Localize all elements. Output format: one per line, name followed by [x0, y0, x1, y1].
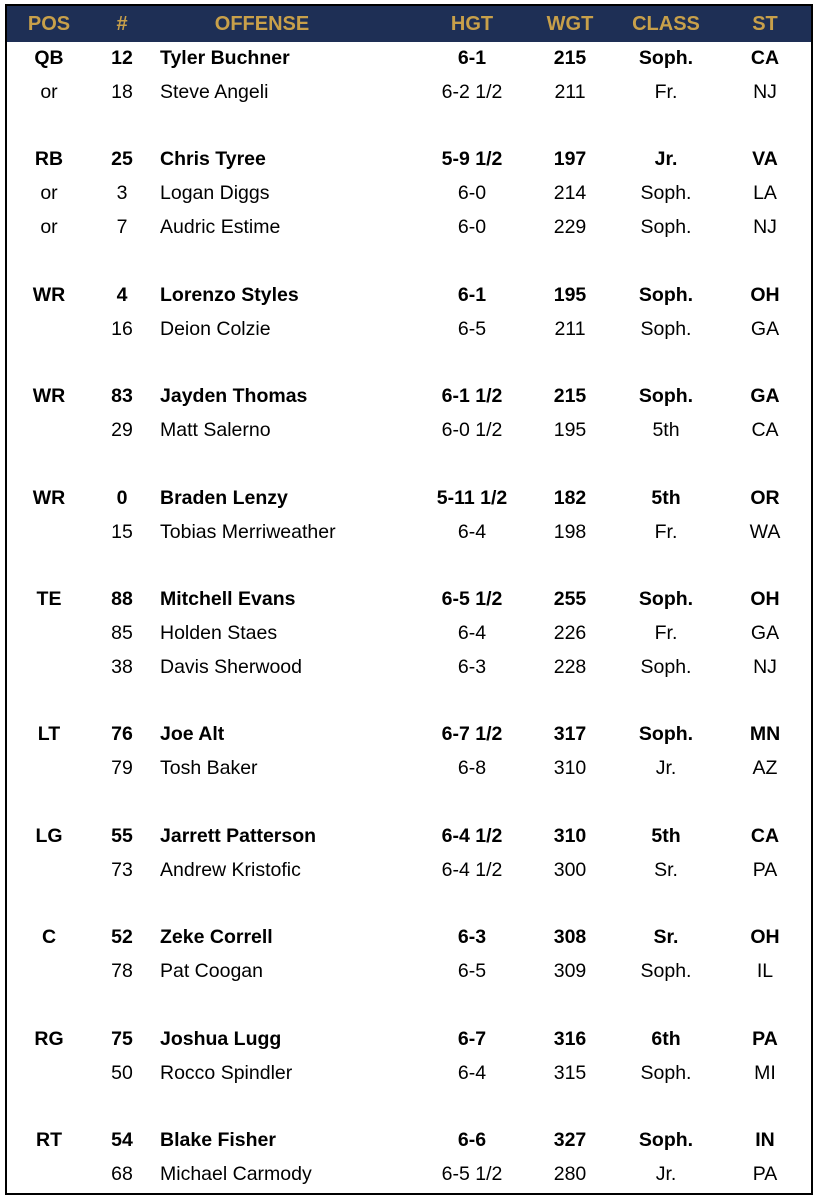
table-row — [7, 717, 811, 751]
player-height: 6-4 1/2 — [441, 859, 503, 881]
player-name: Tyler Buchner — [160, 47, 290, 69]
player-state: PA — [752, 1163, 778, 1185]
player-weight: 215 — [553, 385, 587, 407]
player-class: Soph. — [638, 723, 694, 745]
player-class: Soph. — [638, 385, 694, 407]
table-row — [7, 176, 811, 210]
player-name: Jayden Thomas — [160, 385, 308, 407]
player-number: 7 — [116, 216, 128, 238]
player-name: Lorenzo Styles — [160, 284, 299, 306]
table-row — [7, 379, 811, 413]
player-weight: 327 — [553, 1129, 587, 1151]
depth-chart-table — [5, 4, 813, 1195]
player-position — [12, 954, 86, 988]
player-class: Jr. — [655, 757, 677, 779]
header-pos: POS — [27, 13, 71, 35]
player-height: 6-1 1/2 — [441, 385, 503, 407]
player-position: TE — [36, 588, 62, 610]
player-position: RG — [34, 1028, 64, 1050]
header-weight: WGT — [546, 13, 594, 35]
player-name: Michael Carmody — [160, 1163, 312, 1185]
player-position: LG — [35, 825, 63, 847]
player-position — [12, 650, 86, 684]
player-name: Pat Coogan — [160, 960, 263, 982]
table-row — [7, 853, 811, 887]
player-position — [12, 312, 86, 346]
table-row — [7, 1123, 811, 1157]
player-number: 12 — [111, 47, 133, 69]
player-state: IN — [755, 1129, 775, 1151]
table-row — [7, 515, 811, 549]
player-position: WR — [32, 487, 66, 509]
player-number: 76 — [111, 723, 133, 745]
player-state: OR — [750, 487, 780, 509]
player-name: Mitchell Evans — [160, 588, 296, 610]
player-state: OH — [750, 284, 780, 306]
table-row — [7, 481, 811, 515]
player-number: 15 — [111, 521, 133, 543]
player-position — [12, 1056, 86, 1090]
player-class: Fr. — [654, 622, 678, 644]
player-weight: 182 — [553, 487, 587, 509]
player-number: 18 — [111, 81, 133, 103]
player-number: 79 — [111, 757, 133, 779]
table-row — [7, 41, 811, 75]
player-height: 6-8 — [457, 757, 487, 779]
player-weight: 228 — [553, 656, 587, 678]
player-state: CA — [750, 47, 780, 69]
player-height: 6-2 1/2 — [441, 81, 503, 103]
player-number: 16 — [111, 318, 133, 340]
player-state: OH — [750, 926, 780, 948]
player-height: 5-9 1/2 — [441, 148, 503, 170]
player-number: 50 — [111, 1062, 133, 1084]
player-height: 6-0 — [457, 182, 487, 204]
player-position: LT — [37, 723, 61, 745]
player-position — [12, 751, 86, 785]
player-number: 85 — [111, 622, 133, 644]
player-weight: 316 — [553, 1028, 587, 1050]
header-state: ST — [752, 13, 778, 35]
player-name: Audric Estime — [160, 216, 281, 238]
player-position: WR — [32, 385, 66, 407]
player-height: 6-4 — [457, 521, 487, 543]
player-name: Tosh Baker — [160, 757, 258, 779]
player-number: 75 — [111, 1028, 133, 1050]
player-class: 5th — [651, 825, 681, 847]
table-row — [7, 582, 811, 616]
player-name: Blake Fisher — [160, 1129, 276, 1151]
player-weight: 229 — [553, 216, 587, 238]
player-height: 6-1 — [457, 47, 487, 69]
player-name: Deion Colzie — [160, 318, 271, 340]
table-row — [7, 413, 811, 447]
player-name: Holden Staes — [160, 622, 278, 644]
player-state: VA — [752, 148, 778, 170]
player-weight: 310 — [553, 825, 587, 847]
player-class: Soph. — [640, 216, 692, 238]
player-weight: 280 — [553, 1163, 587, 1185]
player-number: 4 — [116, 284, 128, 306]
player-state: CA — [750, 825, 780, 847]
player-class: Soph. — [640, 182, 692, 204]
player-class: Sr. — [654, 859, 678, 881]
player-weight: 215 — [553, 47, 587, 69]
player-name: Matt Salerno — [160, 419, 271, 441]
player-state: PA — [752, 1028, 778, 1050]
table-row — [7, 920, 811, 954]
player-position: C — [41, 926, 57, 948]
player-weight: 309 — [553, 960, 587, 982]
player-weight: 214 — [553, 182, 587, 204]
player-state: MN — [749, 723, 781, 745]
player-height: 6-7 1/2 — [441, 723, 503, 745]
table-row — [7, 1157, 811, 1191]
player-weight: 317 — [553, 723, 587, 745]
table-row — [7, 278, 811, 312]
player-weight: 211 — [554, 81, 586, 103]
player-name: Chris Tyree — [160, 148, 266, 170]
table-row — [7, 75, 811, 109]
player-height: 6-7 — [457, 1028, 487, 1050]
player-height: 6-6 — [457, 1129, 487, 1151]
player-class: Soph. — [640, 1062, 692, 1084]
player-class: Fr. — [654, 81, 678, 103]
header-offense: OFFENSE — [214, 13, 310, 35]
player-weight: 197 — [553, 148, 587, 170]
player-name: Davis Sherwood — [160, 656, 302, 678]
player-class: Sr. — [653, 926, 679, 948]
player-position: or — [40, 182, 58, 204]
player-name: Tobias Merriweather — [160, 521, 336, 543]
player-class: Soph. — [640, 656, 692, 678]
player-state: NJ — [753, 656, 777, 678]
player-class: Soph. — [640, 960, 692, 982]
player-height: 6-5 1/2 — [441, 1163, 503, 1185]
player-name: Zeke Correll — [160, 926, 273, 948]
player-class: Soph. — [638, 588, 694, 610]
player-weight: 211 — [554, 318, 586, 340]
player-weight: 195 — [553, 419, 587, 441]
player-state: NJ — [753, 81, 777, 103]
player-state: IL — [756, 960, 774, 982]
player-position — [12, 853, 86, 887]
player-height: 6-1 — [457, 284, 487, 306]
table-row — [7, 650, 811, 684]
player-class: Jr. — [655, 1163, 677, 1185]
player-class: Soph. — [640, 318, 692, 340]
player-number: 55 — [111, 825, 133, 847]
player-name: Joe Alt — [160, 723, 225, 745]
player-name: Braden Lenzy — [160, 487, 288, 509]
player-class: 6th — [651, 1028, 681, 1050]
player-weight: 195 — [553, 284, 587, 306]
player-height: 6-3 — [457, 926, 487, 948]
player-name: Jarrett Patterson — [160, 825, 317, 847]
player-number: 3 — [116, 182, 128, 204]
player-height: 6-5 — [457, 318, 487, 340]
player-position: RT — [36, 1129, 62, 1151]
table-header — [7, 6, 811, 42]
table-row — [7, 1056, 811, 1090]
player-position: RB — [34, 148, 64, 170]
player-name: Andrew Kristofic — [160, 859, 301, 881]
table-row — [7, 819, 811, 853]
player-state: NJ — [753, 216, 777, 238]
player-height: 5-11 1/2 — [436, 487, 508, 509]
player-height: 6-0 — [457, 216, 487, 238]
player-number: 54 — [111, 1129, 133, 1151]
player-class: Jr. — [654, 148, 678, 170]
player-position: or — [40, 81, 58, 103]
player-height: 6-4 — [457, 622, 487, 644]
header-height: HGT — [450, 13, 494, 35]
table-row — [7, 616, 811, 650]
player-class: 5th — [652, 419, 680, 441]
player-state: WA — [749, 521, 781, 543]
player-state: CA — [751, 419, 779, 441]
player-position — [12, 1157, 86, 1191]
player-state: LA — [753, 182, 777, 204]
player-number: 68 — [111, 1163, 133, 1185]
table-row — [7, 751, 811, 785]
player-height: 6-0 1/2 — [441, 419, 503, 441]
header-class: CLASS — [632, 13, 700, 35]
player-height: 6-5 1/2 — [441, 588, 503, 610]
player-number: 38 — [111, 656, 133, 678]
player-class: Soph. — [638, 284, 694, 306]
player-number: 25 — [111, 148, 133, 170]
player-state: PA — [752, 859, 778, 881]
player-height: 6-4 — [457, 1062, 487, 1084]
player-name: Steve Angeli — [160, 81, 269, 103]
player-number: 88 — [111, 588, 133, 610]
player-position — [12, 616, 86, 650]
player-state: GA — [750, 318, 780, 340]
player-weight: 308 — [553, 926, 587, 948]
player-state: GA — [750, 385, 780, 407]
player-name: Rocco Spindler — [160, 1062, 293, 1084]
player-number: 78 — [111, 960, 133, 982]
player-weight: 310 — [553, 757, 587, 779]
player-weight: 300 — [553, 859, 587, 881]
player-number: 73 — [111, 859, 133, 881]
table-row — [7, 954, 811, 988]
header-number: # — [116, 13, 128, 35]
player-position: or — [40, 216, 58, 238]
player-state: MI — [754, 1062, 776, 1084]
table-row — [7, 210, 811, 244]
player-position: QB — [34, 47, 64, 69]
player-class: Fr. — [654, 521, 678, 543]
player-number: 52 — [111, 926, 133, 948]
player-position — [12, 413, 86, 447]
table-row — [7, 142, 811, 176]
player-name: Joshua Lugg — [160, 1028, 282, 1050]
player-state: OH — [750, 588, 780, 610]
player-position — [12, 515, 86, 549]
player-height: 6-4 1/2 — [441, 825, 503, 847]
player-weight: 226 — [553, 622, 587, 644]
player-height: 6-5 — [457, 960, 487, 982]
player-name: Logan Diggs — [160, 182, 270, 204]
player-class: Soph. — [638, 47, 694, 69]
table-row — [7, 312, 811, 346]
player-state: GA — [750, 622, 780, 644]
player-position: WR — [32, 284, 66, 306]
player-number: 29 — [111, 419, 133, 441]
player-number: 0 — [116, 487, 128, 509]
player-class: Soph. — [638, 1129, 694, 1151]
player-weight: 255 — [553, 588, 587, 610]
player-weight: 315 — [553, 1062, 587, 1084]
player-class: 5th — [651, 487, 681, 509]
player-height: 6-3 — [457, 656, 487, 678]
player-weight: 198 — [553, 521, 587, 543]
player-number: 83 — [111, 385, 133, 407]
table-row — [7, 1022, 811, 1056]
player-state: AZ — [752, 757, 778, 779]
